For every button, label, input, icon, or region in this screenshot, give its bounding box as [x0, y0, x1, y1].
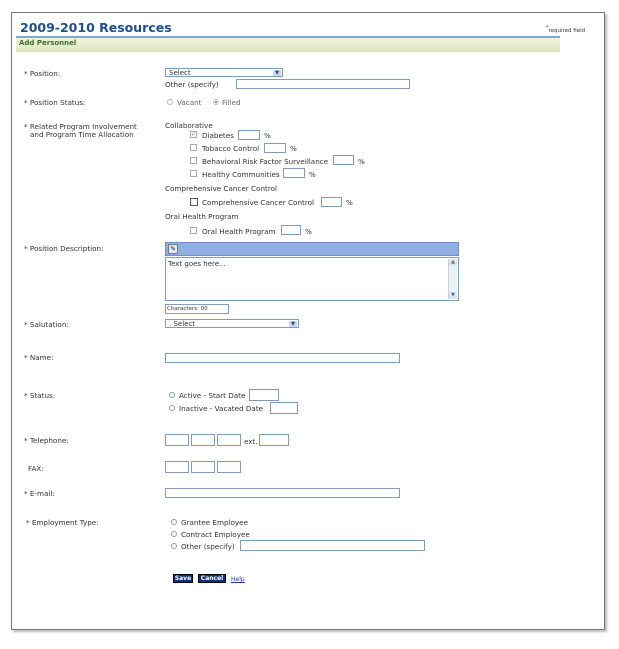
grantee-employee-radio[interactable]: [171, 519, 177, 525]
status-label: * Status:: [24, 391, 56, 400]
percent-sign: %: [358, 157, 365, 166]
other-employment-radio[interactable]: [171, 543, 177, 549]
fax-line-input[interactable]: [217, 461, 241, 473]
percent-sign: %: [309, 170, 316, 179]
contract-employee-label: Contract Employee: [181, 530, 250, 539]
filled-label: Filled: [222, 98, 241, 107]
vacant-label: Vacant: [177, 98, 202, 107]
percent-sign: %: [290, 144, 297, 153]
group-oral-health: Oral Health Program: [165, 212, 239, 221]
healthy-communities-percent-input[interactable]: [283, 168, 305, 178]
editor-toolbar: [165, 242, 459, 256]
telephone-line-input[interactable]: [217, 434, 241, 446]
grantee-employee-label: Grantee Employee: [181, 518, 249, 527]
percent-sign: %: [264, 131, 271, 140]
brfs-label: Behavioral Risk Factor Surveillance: [202, 157, 329, 166]
page-title: 2009-2010 Resources: [20, 20, 172, 35]
diabetes-percent-input[interactable]: [238, 130, 260, 140]
help-link[interactable]: Help: [231, 576, 245, 583]
tobacco-control-label: Tobacco Control: [202, 144, 260, 153]
group-collaborative: Collaborative: [165, 121, 213, 130]
position-description-textarea[interactable]: Text goes here... ▲ ▼: [165, 257, 459, 301]
position-select[interactable]: Select ▼: [165, 68, 283, 77]
cancer-control-percent-input[interactable]: [321, 197, 342, 207]
cancel-button[interactable]: Cancel: [198, 574, 226, 583]
percent-sign: %: [305, 227, 312, 236]
fax-prefix-input[interactable]: [191, 461, 215, 473]
healthy-communities-label: Healthy Communities: [202, 170, 280, 179]
active-label: Active - Start Date: [179, 391, 246, 400]
section-header-bar: [16, 36, 560, 52]
contract-employee-radio[interactable]: [171, 531, 177, 537]
start-date-input[interactable]: [249, 389, 279, 401]
diabetes-checkbox[interactable]: ✓: [191, 131, 197, 138]
healthy-communities-checkbox[interactable]: [190, 170, 197, 177]
cancer-control-label: Comprehensive Cancer Control: [202, 198, 315, 207]
brfs-percent-input[interactable]: [333, 155, 354, 165]
scrollbar[interactable]: [448, 259, 457, 299]
name-label: * Name:: [24, 353, 54, 362]
tobacco-control-checkbox[interactable]: [190, 144, 197, 151]
ext-label: ext.: [244, 437, 258, 446]
other-employment-label: Other (specify): [181, 542, 235, 551]
fax-label: FAX:: [28, 464, 44, 473]
cancer-control-checkbox[interactable]: [190, 198, 198, 206]
oral-health-label: Oral Health Program: [202, 227, 276, 236]
telephone-prefix-input[interactable]: [191, 434, 215, 446]
form-window: [11, 12, 605, 630]
filled-radio[interactable]: [213, 99, 219, 105]
salutation-select[interactable]: . Select ▼: [165, 319, 299, 328]
brfs-checkbox[interactable]: [190, 157, 197, 164]
email-label: * E-mail:: [24, 489, 55, 498]
other-employment-input[interactable]: [240, 540, 425, 551]
section-title: Add Personnel: [19, 39, 77, 47]
chevron-down-icon: ▼: [289, 321, 297, 327]
position-other-label: Other (specify): [165, 80, 219, 89]
name-input[interactable]: [165, 353, 400, 363]
required-field-note: *required field: [546, 25, 586, 34]
inactive-radio[interactable]: [169, 405, 175, 411]
scroll-up-icon[interactable]: ▲: [449, 259, 457, 266]
position-status-label: * Position Status:: [24, 98, 86, 107]
employment-type-label: * Employment Type:: [26, 518, 99, 527]
program-label-line2: and Program Time Allocation: [30, 130, 134, 139]
program-label-line1: * Related Program Involvement: [24, 122, 137, 131]
scroll-down-icon[interactable]: ▼: [449, 292, 457, 299]
percent-sign: %: [346, 198, 353, 207]
email-input[interactable]: [165, 488, 400, 498]
character-count: Characters: 00: [165, 304, 229, 314]
position-label: * Position:: [24, 69, 61, 78]
salutation-label: * Salutation:: [24, 320, 69, 329]
oral-health-percent-input[interactable]: [281, 225, 301, 235]
position-description-label: * Position Description:: [24, 244, 104, 253]
active-radio[interactable]: [169, 392, 175, 398]
vacated-date-input[interactable]: [270, 402, 298, 414]
spellcheck-icon[interactable]: ✎: [168, 244, 178, 254]
fax-area-input[interactable]: [165, 461, 189, 473]
tobacco-control-percent-input[interactable]: [264, 143, 286, 153]
chevron-down-icon: ▼: [273, 70, 281, 76]
telephone-label: * Telephone:: [24, 436, 69, 445]
group-comprehensive-cancer-control: Comprehensive Cancer Control: [165, 184, 278, 193]
diabetes-label: Diabetes: [202, 131, 234, 140]
telephone-area-input[interactable]: [165, 434, 189, 446]
vacant-radio[interactable]: [167, 99, 173, 105]
inactive-label: Inactive - Vacated Date: [179, 404, 264, 413]
telephone-ext-input[interactable]: [259, 434, 289, 446]
oral-health-checkbox[interactable]: [190, 227, 197, 234]
save-button[interactable]: Save: [174, 575, 192, 582]
position-other-input[interactable]: [236, 79, 410, 89]
